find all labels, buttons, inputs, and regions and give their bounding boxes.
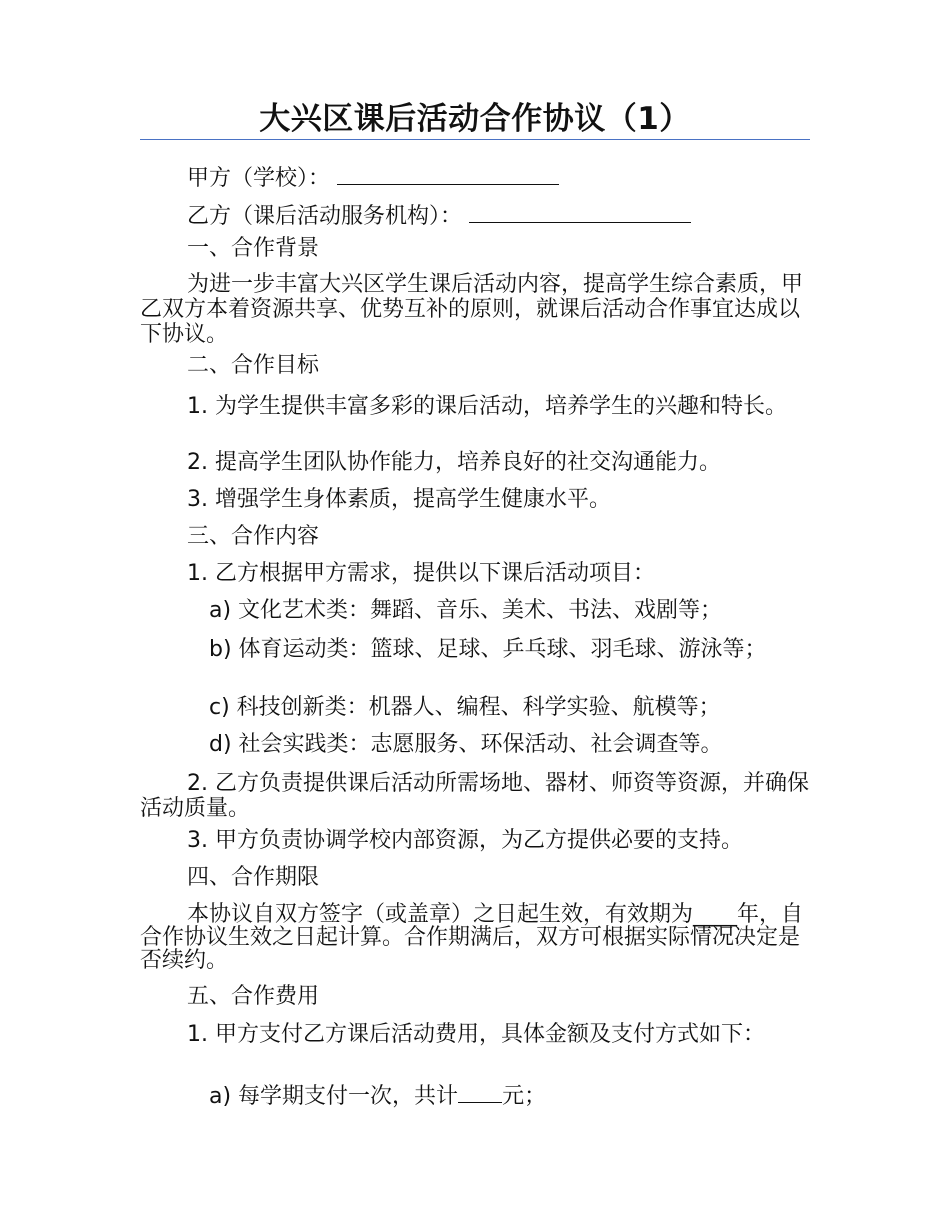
list-item: 1. 乙方根据甲方需求，提供以下课后活动项目： xyxy=(187,561,655,586)
list-item: 2. 提高学生团队协作能力，培养良好的社交沟通能力。 xyxy=(187,450,721,475)
paragraph: 本协议自双方签字（或盖章）之日起生效，有效期为____年，自合作协议生效之日起计算。合作期满后，双方可根据实际情况决定是否续约。 xyxy=(140,902,804,973)
fee-prefix: a) 每学期支付一次，共计 xyxy=(209,1084,459,1109)
party-a-line xyxy=(140,164,810,190)
paragraph: 为进一步丰富大兴区学生课后活动内容，提高学生综合素质，甲乙双方本着资源共享、优势互补的原则，就课后活动合作事宜达成以下协议。 xyxy=(140,272,804,347)
list-item: 2. 乙方负责提供课后活动所需场地、器材、师资等资源，并确保活动质量。 xyxy=(140,771,809,821)
party-b-label: 乙方（课后活动服务机构）： xyxy=(187,204,463,229)
list-item: 1. 为学生提供丰富多彩的课后活动，培养学生的兴趣和特长。 xyxy=(187,394,787,419)
party-b-blank[interactable] xyxy=(469,202,691,223)
sub-list-item-fee xyxy=(140,1082,810,1108)
list-item: 1. 甲方支付乙方课后活动费用，具体金额及支付方式如下： xyxy=(187,1022,765,1047)
party-a-label: 甲方（学校）： xyxy=(187,166,331,191)
section-heading: 二、合作目标 xyxy=(187,353,320,378)
list-item: 3. 增强学生身体素质，提高学生健康水平。 xyxy=(187,487,611,512)
section-heading: 五、合作费用 xyxy=(187,984,320,1009)
sub-list-item: b) 体育运动类：篮球、足球、乒乓球、羽毛球、游泳等； xyxy=(209,637,767,662)
sub-list-item: d) 社会实践类：志愿服务、环保活动、社会调查等。 xyxy=(209,732,723,757)
fee-amount-blank[interactable] xyxy=(458,1082,502,1103)
sub-list-item: c) 科技创新类：机器人、编程、科学实验、航模等； xyxy=(209,695,721,720)
section-heading: 三、合作内容 xyxy=(187,524,320,549)
section-heading: 一、合作背景 xyxy=(187,236,320,261)
document-title: 大兴区课后活动合作协议（1） xyxy=(259,101,691,137)
list-item: 3. 甲方负责协调学校内部资源，为乙方提供必要的支持。 xyxy=(187,828,743,853)
section-heading: 四、合作期限 xyxy=(187,865,320,890)
title-underline xyxy=(140,139,810,140)
fee-suffix: 元； xyxy=(502,1084,547,1109)
party-b-line xyxy=(140,202,810,228)
sub-list-item: a) 文化艺术类：舞蹈、音乐、美术、书法、戏剧等； xyxy=(209,598,723,623)
party-a-blank[interactable] xyxy=(337,164,559,185)
